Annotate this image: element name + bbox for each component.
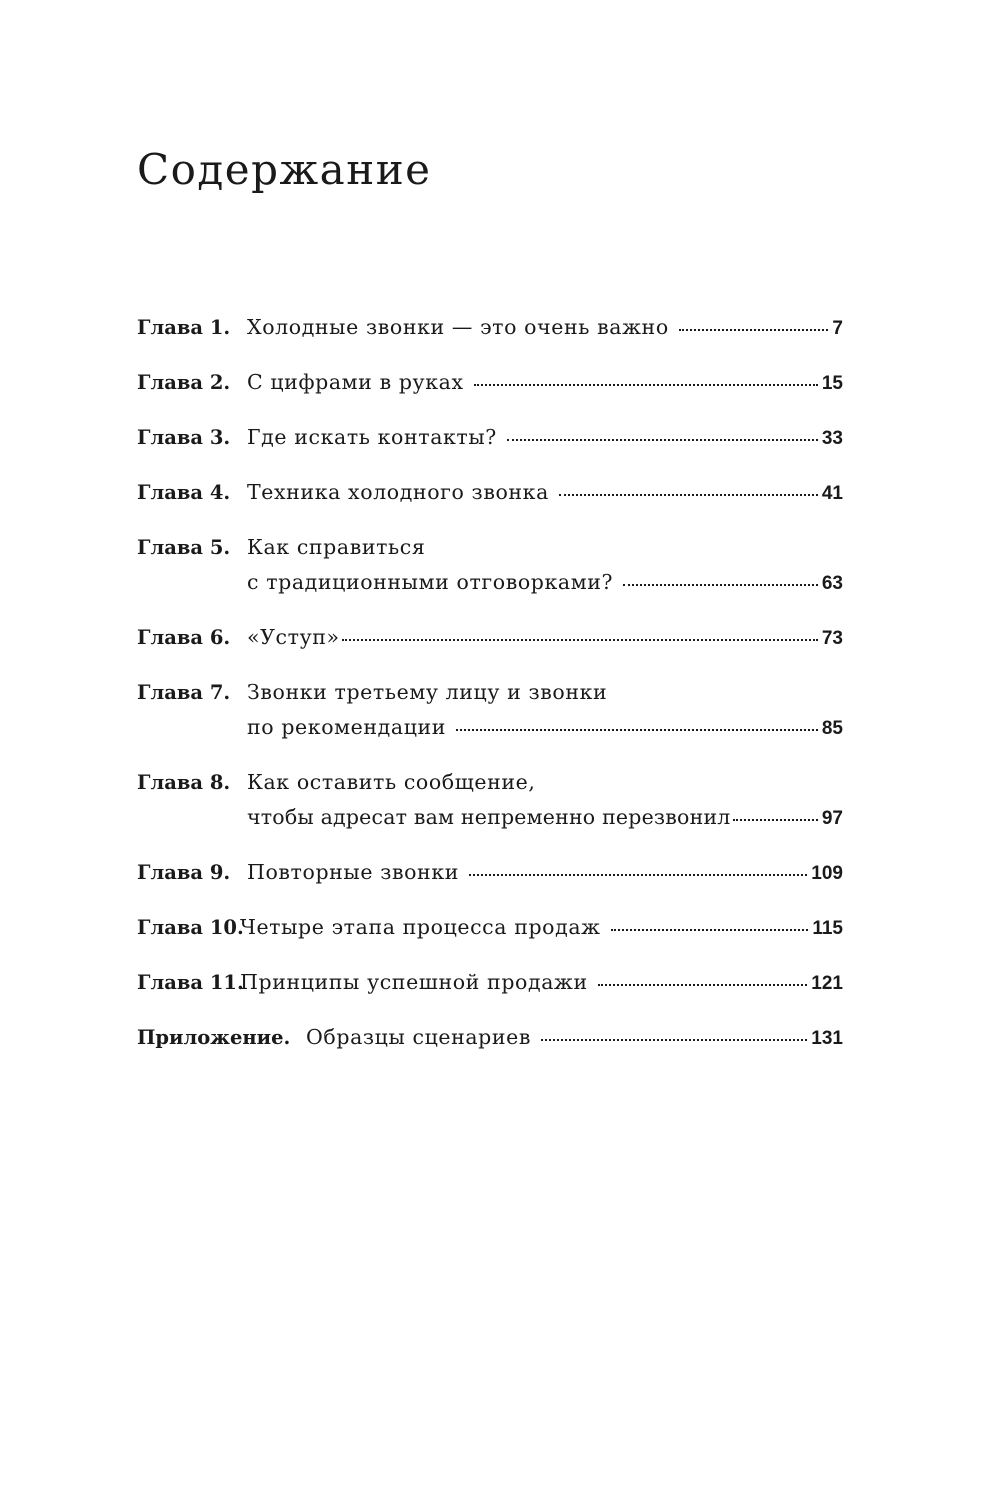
dot-leader	[679, 329, 829, 331]
toc-entry-chapter-9[interactable]	[137, 855, 843, 891]
toc-page-number: 97	[821, 808, 843, 829]
toc-entry-chapter-4[interactable]	[137, 475, 843, 511]
toc-page-number: 33	[821, 428, 843, 449]
toc-entry-chapter-1[interactable]	[137, 310, 843, 346]
toc-chapter-title: с традиционными отговорками?	[247, 570, 614, 594]
toc-chapter-title: «Уступ»	[247, 625, 340, 649]
toc-chapter-label: Глава 5.	[137, 536, 231, 559]
dot-leader	[507, 439, 818, 441]
toc-entry-chapter-3[interactable]	[137, 420, 843, 456]
toc-entry-chapter-10[interactable]	[137, 910, 843, 946]
toc-chapter-title: чтобы адресат вам непременно перезвонил	[247, 805, 731, 829]
toc-page-number: 131	[811, 1028, 843, 1049]
toc-chapter-title: Где искать контакты?	[247, 425, 497, 449]
toc-page-number: 85	[821, 718, 843, 739]
toc-chapter-title: по рекомендации	[247, 715, 447, 739]
toc-chapter-title: Образцы сценариев	[306, 1025, 532, 1049]
toc-chapter-title-line: Как справиться	[247, 535, 426, 559]
toc-entry-chapter-6[interactable]	[137, 620, 843, 656]
toc-page-number: 109	[811, 863, 843, 884]
toc-page-number: 7	[832, 318, 843, 339]
toc-entry-chapter-11[interactable]	[137, 965, 843, 1001]
toc-appendix-label: Приложение.	[137, 1026, 291, 1049]
dot-leader	[474, 384, 818, 386]
dot-leader	[598, 984, 808, 986]
dot-leader	[623, 584, 818, 586]
page-title: Содержание	[137, 145, 432, 194]
toc-chapter-label: Глава 2.	[137, 371, 231, 394]
dot-leader	[342, 639, 818, 641]
toc-entry-chapter-5[interactable]	[137, 530, 843, 601]
toc-chapter-title: Техника холодного звонка	[247, 480, 549, 504]
toc-chapter-title: С цифрами в руках	[247, 370, 464, 394]
toc-chapter-title-line: Звонки третьему лицу и звонки	[247, 680, 608, 704]
toc-chapter-title: Холодные звонки — это очень важно	[247, 315, 669, 339]
toc-chapter-label: Глава 1.	[137, 316, 231, 339]
dot-leader	[733, 819, 818, 821]
toc-chapter-title: Повторные звонки	[247, 860, 459, 884]
dot-leader	[541, 1039, 807, 1041]
dot-leader	[559, 494, 818, 496]
toc-chapter-label: Глава 3.	[137, 426, 231, 449]
toc-chapter-label: Глава 7.	[137, 681, 231, 704]
toc-entry-chapter-7[interactable]	[137, 675, 843, 746]
dot-leader	[456, 729, 818, 731]
toc-chapter-title: Четыре этапа процесса продаж	[240, 915, 601, 939]
toc-page-number: 73	[821, 628, 843, 649]
toc-chapter-title-line: Как оставить сообщение,	[247, 770, 536, 794]
toc-chapter-label: Глава 4.	[137, 481, 231, 504]
toc-entry-appendix[interactable]	[137, 1020, 843, 1056]
toc-page-number: 41	[821, 483, 843, 504]
toc-chapter-label: Глава 6.	[137, 626, 231, 649]
table-of-contents	[137, 310, 843, 1075]
toc-page-number: 63	[821, 573, 843, 594]
toc-page-number: 121	[811, 973, 843, 994]
toc-entry-chapter-2[interactable]	[137, 365, 843, 401]
toc-chapter-label: Глава 8.	[137, 771, 231, 794]
toc-chapter-label: Глава 9.	[137, 861, 231, 884]
toc-chapter-label: Глава 10.	[137, 916, 244, 939]
dot-leader	[611, 929, 809, 931]
toc-page-number: 15	[821, 373, 843, 394]
toc-page-number: 115	[812, 918, 843, 939]
toc-chapter-label: Глава 11.	[137, 971, 244, 994]
dot-leader	[469, 874, 807, 876]
toc-entry-chapter-8[interactable]	[137, 765, 843, 836]
toc-chapter-title: Принципы успешной продажи	[240, 970, 588, 994]
